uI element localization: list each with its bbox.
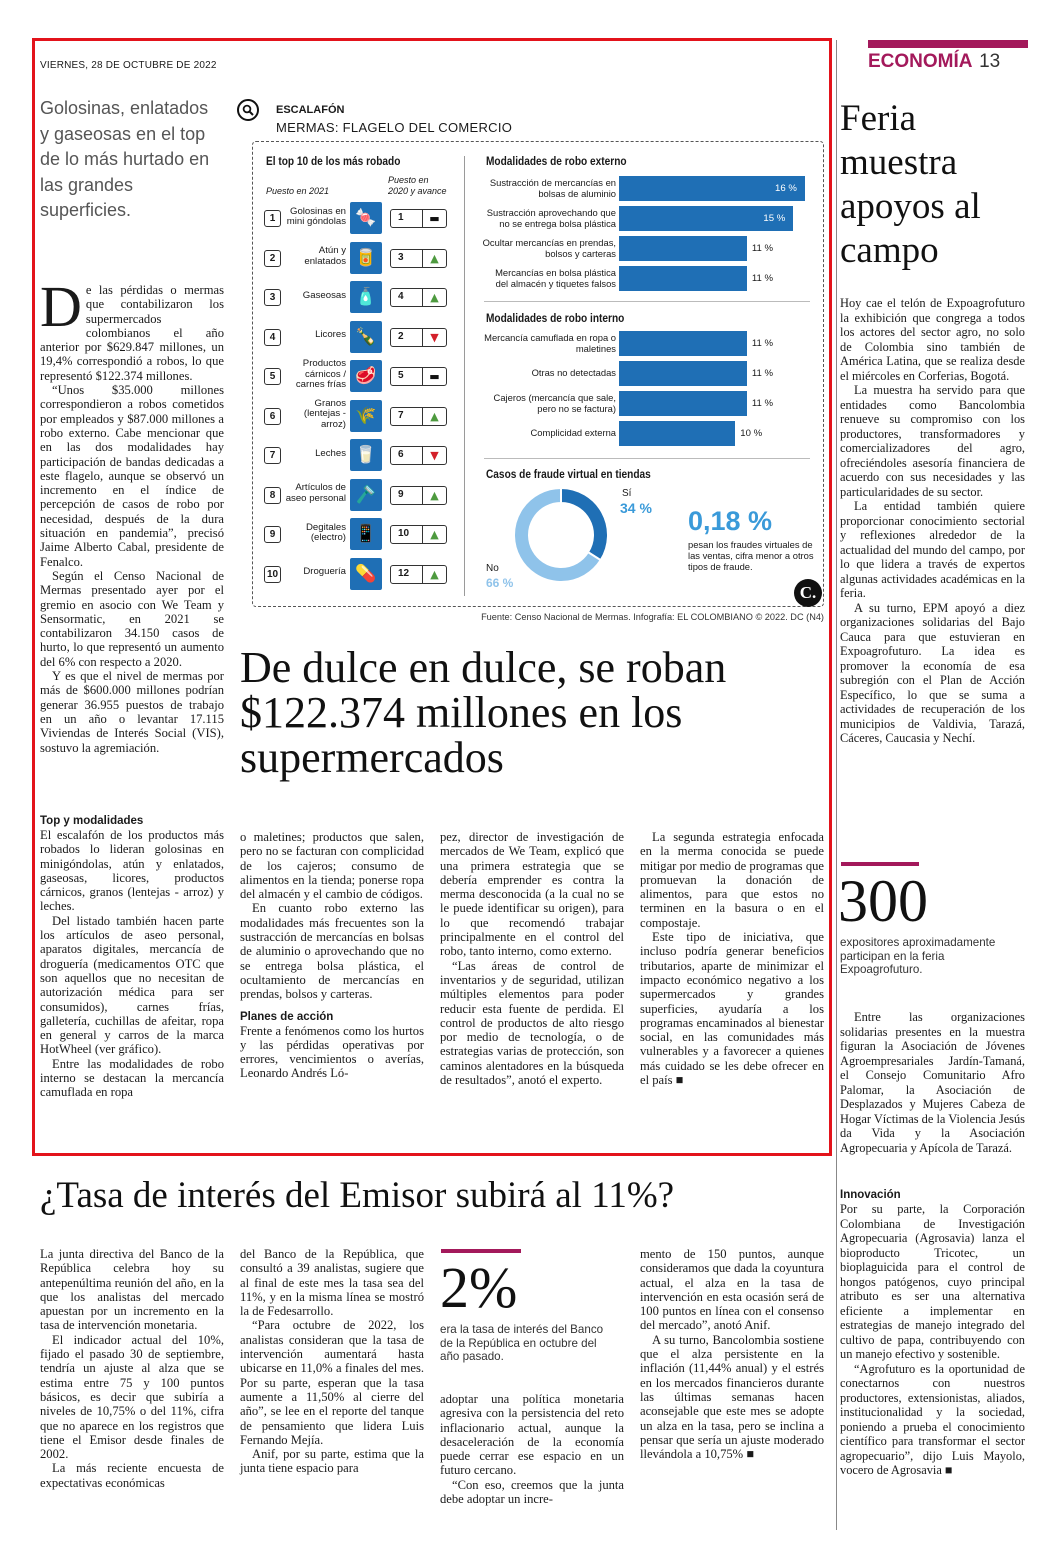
donut-slice-yes xyxy=(561,488,608,560)
previous-rank-box xyxy=(390,565,447,584)
trend-down-icon: ▼ xyxy=(422,329,446,346)
colombiano-logo: C. xyxy=(794,579,822,607)
body-paragraph: mento de 150 puntos, aunque consideramos que dada la coyuntura actual, el alza en la tasa de intervención en esta ocasión será de 100 puntos en línea con el consenso del mercado”, anotó Anif. xyxy=(640,1247,824,1333)
subhead-top-modalidades: Top y modalidades xyxy=(40,815,144,827)
trend-down-icon: ▼ xyxy=(422,447,446,464)
trend-flat-icon: ▬ xyxy=(422,368,446,385)
sidebar-paragraph: Entre las organizaciones solidarias presentes en la muestra figuran la Asociación de Jóvenes Agroempresariales Jardín-Tamaná, el Consejo Comunitario Afro Palomar, la Asociación de Desplazados y Mujeres Cabeza de Hogar Víctimas de la Violencia Jesús da Vida y la Asociación Agropecuaria y Apícola de Tarazá. xyxy=(840,1010,1025,1155)
trend-flat-icon: ▬ xyxy=(422,210,446,227)
section-name: ECONOMÍA xyxy=(868,51,972,72)
rank-badge: 7 xyxy=(264,447,281,464)
donut-no-label: No xyxy=(486,563,499,574)
product-name: Golosinas en mini góndolas xyxy=(286,205,346,227)
external-bars xyxy=(482,176,812,296)
bar-row xyxy=(482,236,812,261)
product-name: Atún y enlatados xyxy=(304,245,346,267)
trend-up-icon: ▲ xyxy=(422,250,446,267)
bar-row xyxy=(482,176,812,201)
sidebar-body-2 xyxy=(840,1010,1025,1155)
section-rule xyxy=(484,301,810,302)
top10-row xyxy=(264,200,450,234)
trend-up-icon: ▲ xyxy=(422,526,446,543)
top10-list xyxy=(264,200,454,595)
rank-badge: 9 xyxy=(264,526,281,543)
can-icon: 🥫 xyxy=(350,242,382,274)
previous-rank-box xyxy=(390,367,447,386)
pills-icon: 💊 xyxy=(350,558,382,590)
bottom-headline: ¿Tasa de interés del Emisor subirá al 11%? xyxy=(40,1175,675,1216)
top10-row xyxy=(264,556,450,590)
bar-row xyxy=(482,391,812,416)
intro-column xyxy=(40,274,224,755)
body-paragraph: Este tipo de iniciativa, que incluso podría generar beneficios tributarios, aparte de minimizar el impacto económico negativo a los supermercados y grandes superficies, ayudaría a los programas encaminados al bienestar social, en las comunidades más vulnerables y a favorecer a quienes más cuidado se les debe ofrecer en el país ■ xyxy=(640,930,824,1088)
top10-row xyxy=(264,437,450,471)
infographic-source: Fuente: Censo Nacional de Mermas. Infografía: EL COLOMBIANO © 2022. DC (N4) xyxy=(481,612,824,622)
subhead-innovacion: Innovación xyxy=(840,1189,901,1201)
previous-rank-box xyxy=(390,209,447,228)
infographic xyxy=(234,96,826,626)
bar-row xyxy=(482,266,812,291)
page-number: 13 xyxy=(979,51,1001,72)
bar-label: Mercancías en bolsa plástica del almacén y tiquetes falsos xyxy=(495,267,616,289)
previous-rank: 12 xyxy=(398,567,410,579)
fraud-donut xyxy=(496,478,626,588)
product-name: Leches xyxy=(315,447,346,459)
body-paragraph: La junta directiva del Banco de la República celebra hoy su antepenúltima reunión del año, en la que los analistas del mercado apuestan por un incremento en la tasa de intervención monetaria. xyxy=(40,1247,224,1333)
article-column-3 xyxy=(440,830,624,1087)
product-name: Licores xyxy=(315,329,346,341)
bottom-column-3 xyxy=(440,1392,624,1506)
bar-label: Sustracción de mercancías en bolsas de aluminio xyxy=(489,177,616,199)
section-rule xyxy=(484,458,810,459)
body-paragraph: “Con eso, creemos que la junta debe adoptar un incre- xyxy=(440,1477,624,1507)
donut-yes-label: Sí xyxy=(622,488,632,499)
bar-value: 10 % xyxy=(740,428,763,439)
product-name: Droguería xyxy=(303,566,346,578)
body-paragraph: adoptar una política monetaria agresiva con la persistencia del reto inflacionario actual, aunque la desaceleración de la economía puede cerrar ese espacio en un futuro cercano. xyxy=(440,1392,624,1478)
article-deck: Golosinas, enlatados y gaseosas en el top de lo más hurtado en las grandes superficies. xyxy=(40,98,210,220)
sidebar-paragraph: La muestra ha servido para que entidades como Bancolombia renueve su compromiso con los productores, transformadores y comercializadores del agro, ofreciéndoles asesoría financiera de acuerdo con sus necesidades y las particularidades de su sector. xyxy=(840,383,1025,499)
body-paragraph: La más reciente encuesta de expectativas económicas xyxy=(40,1461,224,1490)
fraud-heading: Casos de fraude virtual en tiendas xyxy=(486,469,651,481)
infographic-divider xyxy=(464,156,465,596)
bar xyxy=(619,266,747,291)
soda-bottle-icon: 🧴 xyxy=(350,281,382,313)
article-column-4 xyxy=(640,830,824,1087)
liquor-bottle-icon: 🍾 xyxy=(350,321,382,353)
bar-value: 11 % xyxy=(751,273,774,284)
previous-rank-box xyxy=(390,486,447,505)
rank-badge: 8 xyxy=(264,487,281,504)
candy-icon: 🍬 xyxy=(350,202,382,234)
sidebar-stat-caption: expositores aproximadamente participan en la feria Expoagrofuturo. xyxy=(840,936,996,976)
product-name: Gaseosas xyxy=(302,289,346,301)
bar-value: 11 % xyxy=(751,243,774,254)
top10-col-left: Puesto en 2021 xyxy=(266,186,330,196)
stat-rule xyxy=(441,1249,521,1253)
bar-label: Complicidad externa xyxy=(530,427,616,439)
previous-rank: 3 xyxy=(398,251,404,263)
bottom-column-4 xyxy=(640,1247,824,1461)
top10-row xyxy=(264,319,450,353)
body-paragraph: Anif, por su parte, estima que la junta tiene espacio para xyxy=(240,1447,424,1476)
bar xyxy=(619,421,735,446)
previous-rank-box xyxy=(390,328,447,347)
bar-label: Sustracción aprovechando que no se entrega bolsa plástica xyxy=(486,207,616,229)
drop-cap: D xyxy=(40,274,82,339)
intro-paragraph: “Unos $35.000 millones correspondieron a robos cometidos por empleados y $87.000 millones a robo externo. Cabe mencionar que en las dos modalidades hay participación de bandas dedicadas a este flagelo, aunque se observó un incremento en el índice de percepción de casos de robo por necesidad, después de la dura situación en pandemia”, precisó Jaime Alberto Cabal, presidente de Fenalco. xyxy=(40,383,224,569)
intro-paragraph: Según el Censo Nacional de Mermas presentado ayer por el gremio en asocio con We Team y Sensormatic, en 2021 se contabilizaron 34.150 casos de hurto, lo que representó un aumento del 6% con respecto a 2020. xyxy=(40,568,224,669)
previous-rank: 5 xyxy=(398,370,404,381)
bar-value: 15 % xyxy=(763,213,786,224)
trend-up-icon: ▲ xyxy=(422,487,446,504)
article-column-2 xyxy=(240,830,424,1081)
trend-up-icon: ▲ xyxy=(422,408,446,425)
bar-value: 16 % xyxy=(775,183,797,194)
bar-value: 11 % xyxy=(751,338,774,349)
sidebar-body-1 xyxy=(840,296,1025,746)
bar xyxy=(619,236,747,261)
section-rule xyxy=(868,40,1028,48)
bottom-column-2 xyxy=(240,1247,424,1476)
rank-badge: 3 xyxy=(264,289,281,306)
donut-yes-value: 34 % xyxy=(620,500,652,516)
bar-label: Cajeros (mercancía que sale, pero no se factura) xyxy=(493,392,616,414)
internal-bars xyxy=(482,331,812,451)
previous-rank-box xyxy=(390,407,447,426)
previous-rank: 9 xyxy=(398,488,404,500)
bar-row xyxy=(482,206,812,231)
article-column-1 xyxy=(40,814,224,1100)
page-date: VIERNES, 28 DE OCTUBRE DE 2022 xyxy=(40,60,217,71)
rank-badge: 1 xyxy=(264,210,281,227)
top10-row xyxy=(264,398,450,432)
previous-rank-box xyxy=(390,249,447,268)
body-paragraph: Frente a fenómenos como los hurtos y las pérdidas operativas por errores, vencimientos o averías, Leonardo Andrés Ló- xyxy=(240,1023,424,1081)
product-name: Artículos de aseo personal xyxy=(285,482,346,504)
sidebar-paragraph: Por su parte, la Corporación Colombiana de Investigación Agropecuaria (Agrosavia) lanza el bioproducto Tricotec, un bioplaguicida para el control de hongos patógenos, cuyo principal atributo es ser una alternativa eficiente a implementar en estrategias de manejo integrado del cultivo de papa, contribuyendo con un manejo efectivo y sostenible. xyxy=(840,1202,1025,1361)
internal-heading: Modalidades de robo interno xyxy=(486,313,625,325)
sidebar-stat-number: 300 xyxy=(838,868,928,934)
top10-heading: El top 10 de los más robado xyxy=(266,156,401,168)
bottom-stat-number: 2% xyxy=(440,1255,518,1320)
rank-badge: 5 xyxy=(264,368,281,385)
body-paragraph: “Las áreas de control de inventarios y de seguridad, utilizan múltiples elementos para poder reducir esta fuente de perdida. El control de productos de alto riesgo por medio de tecnología, o de estrategias varias de protección, son caminos alentadores en la búsqueda de resultados”, anotó el experto. xyxy=(440,958,624,1088)
bar-label: Mercancía camuflada en ropa o maletines xyxy=(484,332,616,354)
trend-up-icon: ▲ xyxy=(422,566,446,583)
bar-row xyxy=(482,421,812,446)
bar-value: 11 % xyxy=(751,368,774,379)
body-paragraph: Entre las modalidades de robo interno se destacan la mercancía camuflada en ropa xyxy=(40,1056,224,1100)
stat-rule xyxy=(841,862,919,866)
previous-rank: 7 xyxy=(398,409,404,421)
external-heading: Modalidades de robo externo xyxy=(486,156,627,168)
razor-icon: 🪒 xyxy=(350,479,382,511)
section-label xyxy=(868,51,1000,73)
bottom-column-1 xyxy=(40,1247,224,1490)
bar-row xyxy=(482,331,812,356)
product-name: Granos (lentejas - arroz) xyxy=(303,397,346,430)
top10-row xyxy=(264,279,450,313)
body-paragraph: En cuanto robo externo las modalidades más frecuentes son la sustracción de mercancías en bolsas de aluminio o aprovechando que no se entrega bolsa plástica, el ocultamiento de mercancías en prendas, bolsos y carteras. xyxy=(240,901,424,1002)
top10-row xyxy=(264,358,450,392)
bar xyxy=(619,391,747,416)
milk-carton-icon: 🥛 xyxy=(350,439,382,471)
rank-badge: 6 xyxy=(264,408,281,425)
infographic-tag: ESCALAFÓN xyxy=(276,104,345,116)
bar-row xyxy=(482,361,812,386)
big-stat: 0,18 % xyxy=(688,506,773,536)
bar-label: Ocultar mercancías en prendas, bolsos y carteras xyxy=(482,237,616,259)
phone-icon: 📱 xyxy=(350,518,382,550)
sidebar-paragraph: “Agrofuturo es la oportunidad de conectarnos con nuestros productores, extensionistas, aliados, institucionalidad y la sociedad, poniendo a prueba el conocimiento científico para transformar el sector agropecuario”, dijo Luis Mayolo, vocero de Agrosavia ■ xyxy=(840,1361,1025,1477)
body-paragraph: “Para octubre de 2022, los analistas consideran que la tasa de intervención aumentará hasta ubicarse en 11,0% a finales del mes. Por su parte, esperan que la tasa aumente a 11,50% al cierre del año”, se lee en el reporte del tanque de pensamiento que lidera Luis Fernando Mejía. xyxy=(240,1318,424,1447)
top10-row xyxy=(264,240,450,274)
sidebar-paragraph: La entidad también quiere proporcionar conocimiento sectorial y reflexiones alrededor de la actualidad del mundo del campo, por lo que lidera a través de expertos algunas actividades académicas en la feria. xyxy=(840,499,1025,600)
donut-no-value: 66 % xyxy=(486,576,514,590)
previous-rank-box xyxy=(390,446,447,465)
bar xyxy=(619,331,747,356)
rank-badge: 2 xyxy=(264,250,281,267)
previous-rank-box xyxy=(390,525,447,544)
bar-value: 11 % xyxy=(751,398,774,409)
previous-rank: 10 xyxy=(398,528,410,539)
top10-row xyxy=(264,477,450,511)
body-paragraph: El escalafón de los productos más robados lo lideran golosinas en minigóndolas, atún y enlatados, gaseosas, licores, productos cárnicos, granos (lentejas - arroz) y leches. xyxy=(40,828,224,914)
bottom-stat-caption: era la tasa de interés del Banco de la República en octubre del año pasado. xyxy=(440,1323,604,1363)
previous-rank: 4 xyxy=(398,291,404,302)
magnifier-icon xyxy=(237,99,259,121)
subhead-planes-accion: Planes de acción xyxy=(240,1010,334,1023)
previous-rank: 1 xyxy=(398,212,404,223)
body-paragraph: pez, director de investigación de mercados de We Team, explicó que una primera estrategia que se debería emprender es contra la merma desconocida (a la cual no se le puede identificar su origen), para lo que recomendó trabajar principalmente en el control del robo, tanto interno, como externo. xyxy=(440,830,624,959)
intro-paragraph: e las pérdidas o mermas que contabilizaron los supermercados colombianos el año anterior por $629.847 millones, un 19,4% correspondió a robos, lo que representó $122.374 millones. xyxy=(40,283,224,383)
intro-paragraph: Y es que el nivel de mermas por más de $600.000 millones podrían generar 36.955 puestos de trabajo en un año o levantar 17.115 Viviendas de Interés Social (VIS), sostuvo la agremiación. xyxy=(40,669,224,755)
bar xyxy=(619,361,747,386)
sidebar-paragraph: Hoy cae el telón de Expoagrofuturo la exhibición que congrega a todos los actores del sector agro, no solo de Colombia sino también de América Latina, que se realiza desde el miércoles en Corferias, Bogotá. xyxy=(840,296,1025,383)
sidebar-paragraph: A su turno, EPM apoyó a diez organizaciones solidarias del Bajo Cauca para que estuvieran en Expoagrofuturo. La idea es promover la economía de esa subregión con el Plan de Acción Específico, lo que se suma a actividades de recuperación de los municipios de Valdivia, Tarazá, Cáceres, Caucasia y Nechí. xyxy=(840,600,1025,745)
sidebar-divider xyxy=(836,40,837,1530)
product-name: Productos cárnicos / carnes frías xyxy=(295,358,346,391)
sidebar-body-3 xyxy=(840,1188,1025,1478)
body-paragraph: La segunda estrategia enfocada en la merma conocida se puede mitigar por medio de programas que promuevan la donación de alimentos, para que estos no terminen en la basura o en el compostaje. xyxy=(640,830,824,930)
grains-bag-icon: 🌾 xyxy=(350,400,382,432)
body-paragraph: A su turno, Bancolombia sostiene que el alza persistente en la inflación (11,44% anual) y el estrés en los mercados financieros durante las últimas semanas hacen aconsejable que este mes se adopte un alza en la tasa, pero se inclina a pensar que sería un ajuste moderado llevándola a 10,75% ■ xyxy=(640,1332,824,1462)
previous-rank: 2 xyxy=(398,330,404,342)
sidebar-headline: Feria muestra apoyos al campo xyxy=(840,98,981,271)
body-paragraph: El indicador actual del 10%, fijado el pasado 30 de septiembre, tendría un ajuste al alza que se estima entre 75 y 100 puntos básicos, es decir que subiría a niveles de 10,75% o del 11%, cifra que no aparece en los registros que tiene el Emisor desde finales de 2002. xyxy=(40,1332,224,1462)
bar-label: Otras no detectadas xyxy=(531,367,616,379)
product-name: Degitales (electro) xyxy=(306,521,346,543)
meat-icon: 🥩 xyxy=(350,360,382,392)
rank-badge: 4 xyxy=(264,329,281,346)
top10-col-right: Puesto en 2020 y avance xyxy=(388,175,447,196)
infographic-title: MERMAS: FLAGELO DEL COMERCIO xyxy=(276,120,513,135)
previous-rank-box xyxy=(390,288,447,307)
trend-up-icon: ▲ xyxy=(422,289,446,306)
body-paragraph: del Banco de la República, que consultó a 39 analistas, sugiere que al final de este mes la tasa sea del 11%, y en la misma línea se mostró la de Fedesarrollo. xyxy=(240,1247,424,1319)
body-paragraph: Del listado también hacen parte los artículos de aseo personal, aparatos digitales, mercancía de droguería (medicamentos OTC que son aquellos que no necesitan de autorización médica para ser consumidos), carnes frías, galletería, cuchillas de afeitar, ropa en general y carros de la marca HotWheel (ver gráfico). xyxy=(40,913,224,1057)
big-stat-caption: pesan los fraudes virtuales de las ventas, cifra menor a otros tipos de fraude. xyxy=(688,539,814,572)
rank-badge: 10 xyxy=(264,566,281,583)
main-headline: De dulce en dulce, se roban $122.374 millones en los supermercados xyxy=(240,643,727,782)
body-paragraph: o maletines; productos que salen, pero no se facturan con complicidad de los cajeros; consumo de alimentos en la tienda; ponerse ropa del almacén y el cambio de códigos. xyxy=(240,830,424,902)
previous-rank: 6 xyxy=(398,449,404,460)
top10-row xyxy=(264,516,450,550)
